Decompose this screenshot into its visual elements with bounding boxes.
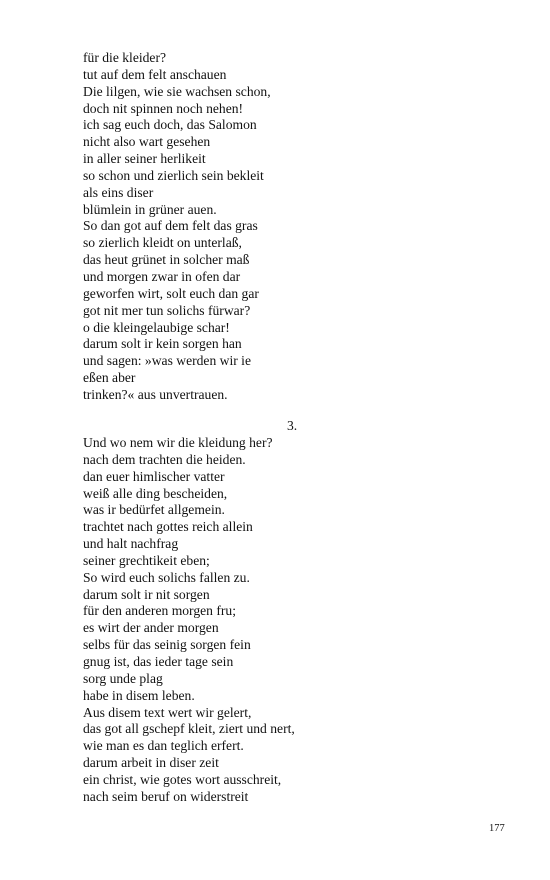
verse-line: nach dem trachten die heiden. (83, 451, 246, 467)
verse-line: und sagen: »was werden wir ie (83, 353, 251, 369)
verse-line: nicht also wart gesehen (83, 134, 211, 150)
verse-line: in aller seiner herlikeit (83, 151, 206, 167)
verse-line: gnug ist, das ieder tage sein (83, 653, 234, 669)
verse-line: und morgen zwar in ofen dar (83, 268, 241, 284)
verse-line: eßen aber (83, 370, 136, 386)
verse-line: Die lilgen, wie sie wachsen schon, (83, 83, 271, 99)
verse-line: darum arbeit in diser zeit (83, 755, 219, 771)
verse-line: als eins diser (83, 184, 154, 200)
verse-block-top (83, 50, 383, 404)
verse-line: o die kleingelaubige schar! (83, 319, 230, 335)
verse-line: dan euer himlischer vatter (83, 468, 225, 484)
verse-line: selbs für das seinig sorgen fein (83, 637, 251, 653)
verse-line: Und wo nem wir die kleidung her? (83, 435, 273, 450)
verse-line: geworfen wirt, solt euch dan gar (83, 285, 259, 301)
verse-line: für die kleider? (83, 50, 167, 65)
verse-line: doch nit spinnen noch nehen! (83, 100, 244, 116)
verse-line: tut auf dem felt anschauen (83, 66, 227, 82)
verse-line: trachtet nach gottes reich allein (83, 519, 253, 535)
verse-line: darum solt ir nit sorgen (83, 586, 210, 602)
verse-line: darum solt ir kein sorgen han (83, 336, 242, 352)
verse-line: es wirt der ander morgen (83, 620, 219, 636)
verse-line: sorg unde plag (83, 670, 163, 686)
page-number: 177 (489, 823, 505, 834)
verse-line: So dan got auf dem felt das gras (83, 218, 258, 234)
verse-line: nach seim beruf on widerstreit (83, 788, 249, 804)
verse-line: seiner grechtikeit eben; (83, 552, 210, 568)
verse-line: So wird euch solichs fallen zu. (83, 569, 250, 585)
verse-block-bottom (83, 435, 383, 806)
verse-line: got nit mer tun solichs fürwar? (83, 302, 251, 318)
verse-line: ich sag euch doch, das Salomon (83, 117, 257, 133)
verse-line: so zierlich kleidt on unterlaß, (83, 235, 242, 251)
verse-line: das got all gschepf kleit, ziert und nert, (83, 721, 295, 737)
verse-line: so schon und zierlich sein bekleit (83, 167, 264, 183)
verse-line: blümlein in grüner auen. (83, 201, 217, 217)
verse-line: trinken?« aus unvertrauen. (83, 386, 228, 402)
verse-line: weiß alle ding bescheiden, (83, 485, 228, 501)
verse-line: das heut grünet in solcher maß (83, 252, 250, 268)
verse-line: was ir bedürfet allgemein. (83, 502, 225, 518)
section-number: 3. (287, 418, 298, 433)
verse-line: habe in disem leben. (83, 687, 195, 703)
verse-line: ein christ, wie gotes wort ausschreit, (83, 771, 282, 787)
verse-line: und halt nachfrag (83, 536, 179, 552)
verse-line: für den anderen morgen fru; (83, 603, 236, 619)
verse-line: Aus disem text wert wir gelert, (83, 704, 252, 720)
verse-line: wie man es dan teglich erfert. (83, 738, 244, 754)
